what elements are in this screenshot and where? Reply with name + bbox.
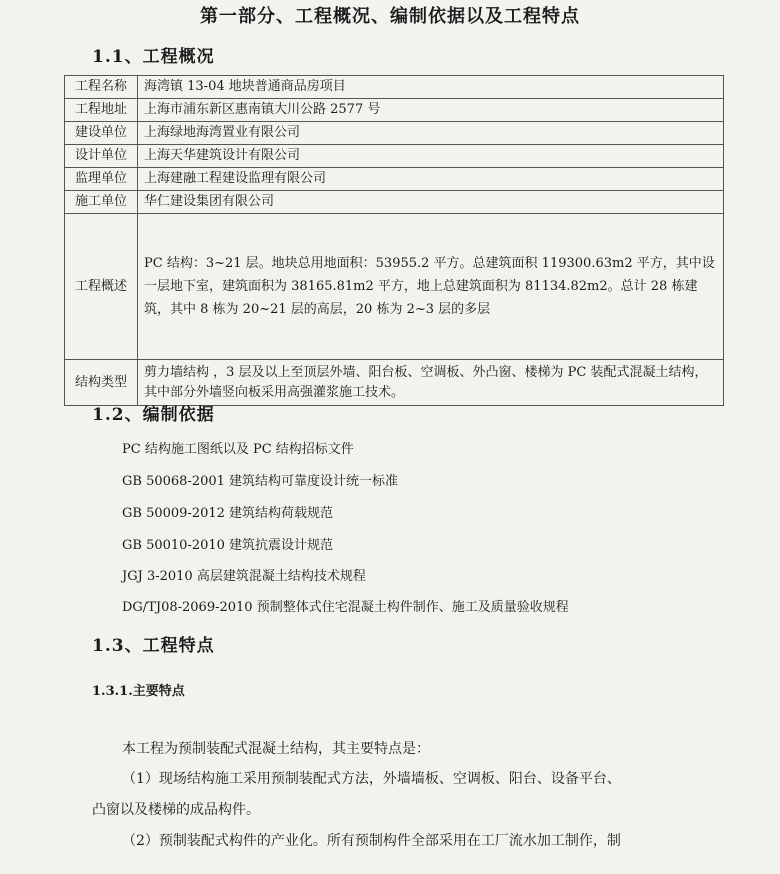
basis-item: GB 50009-2012 建筑结构荷载规范 [122,506,334,521]
table-row [65,76,724,99]
row-value: 剪力墙结构 ，3 层及以上至顶层外墙、阳台板、空调板、外凸窗、楼梯为 PC 装配式混凝土结构，其中部分外墙竖向板采用高强灌浆施工技术。 [138,360,724,406]
row-value: 上海市浦东新区惠南镇大川公路 2577 号 [138,99,724,122]
table-row [65,145,724,168]
row-key: 设计单位 [65,145,138,168]
section-heading-basis: 1.2、编制依据 [92,405,215,425]
basis-item: DG/TJ08-2069-2010 预制整体式住宅混凝土构件制作、施工及质量验收规程 [122,600,569,615]
row-key: 结构类型 [65,360,138,406]
table-row [65,122,724,145]
section-heading-overview: 1.1、工程概况 [92,47,215,67]
row-value: 上海绿地海湾置业有限公司 [138,122,724,145]
row-value: 华仁建设集团有限公司 [138,191,724,214]
table-row [65,168,724,191]
row-key: 建设单位 [65,122,138,145]
table-row [65,191,724,214]
paragraph: （2）预制装配式构件的产业化。所有预制构件全部采用在工厂流水加工制作，制 [122,833,621,849]
basis-item: GB 50068-2001 建筑结构可靠度设计统一标准 [122,474,399,489]
paragraph: （1）现场结构施工采用预制装配式方法，外墙墙板、空调板、阳台、设备平台、 [122,771,621,787]
row-value: 海湾镇 13-04 地块普通商品房项目 [138,76,724,99]
row-key: 监理单位 [65,168,138,191]
project-info-table [64,75,724,406]
basis-item: JGJ 3-2010 高层建筑混凝土结构技术规程 [122,569,366,584]
row-key: 工程地址 [65,99,138,122]
document-title: 第一部分、工程概况、编制依据以及工程特点 [200,6,580,27]
table-row [65,360,724,406]
row-key: 工程名称 [65,76,138,99]
row-value: 上海天华建筑设计有限公司 [138,145,724,168]
basis-item: PC 结构施工图纸以及 PC 结构招标文件 [122,442,354,457]
table-row [65,214,724,360]
basis-item: GB 50010-2010 建筑抗震设计规范 [122,538,334,553]
paragraph: 本工程为预制装配式混凝土结构，其主要特点是： [122,741,430,757]
row-value: PC 结构：3~21 层。地块总用地面积：53955.2 平方。总建筑面积 119300.63m2 平方，其中设一层地下室，建筑面积为 38165.81m2 平方，地上总建筑面积为 81134.82m2。总计 28 栋建筑，其中 8 栋为 20~21 层的高层，20 栋为 2~3 层的多层 [138,214,724,360]
subsection-heading: 1.3.1.主要特点 [92,684,185,699]
table-row [65,99,724,122]
section-heading-features: 1.3、工程特点 [92,636,215,656]
row-key: 施工单位 [65,191,138,214]
row-value: 上海建融工程建设监理有限公司 [138,168,724,191]
paragraph: 凸窗以及楼梯的成品构件。 [92,802,260,818]
row-key: 工程概述 [65,214,138,360]
